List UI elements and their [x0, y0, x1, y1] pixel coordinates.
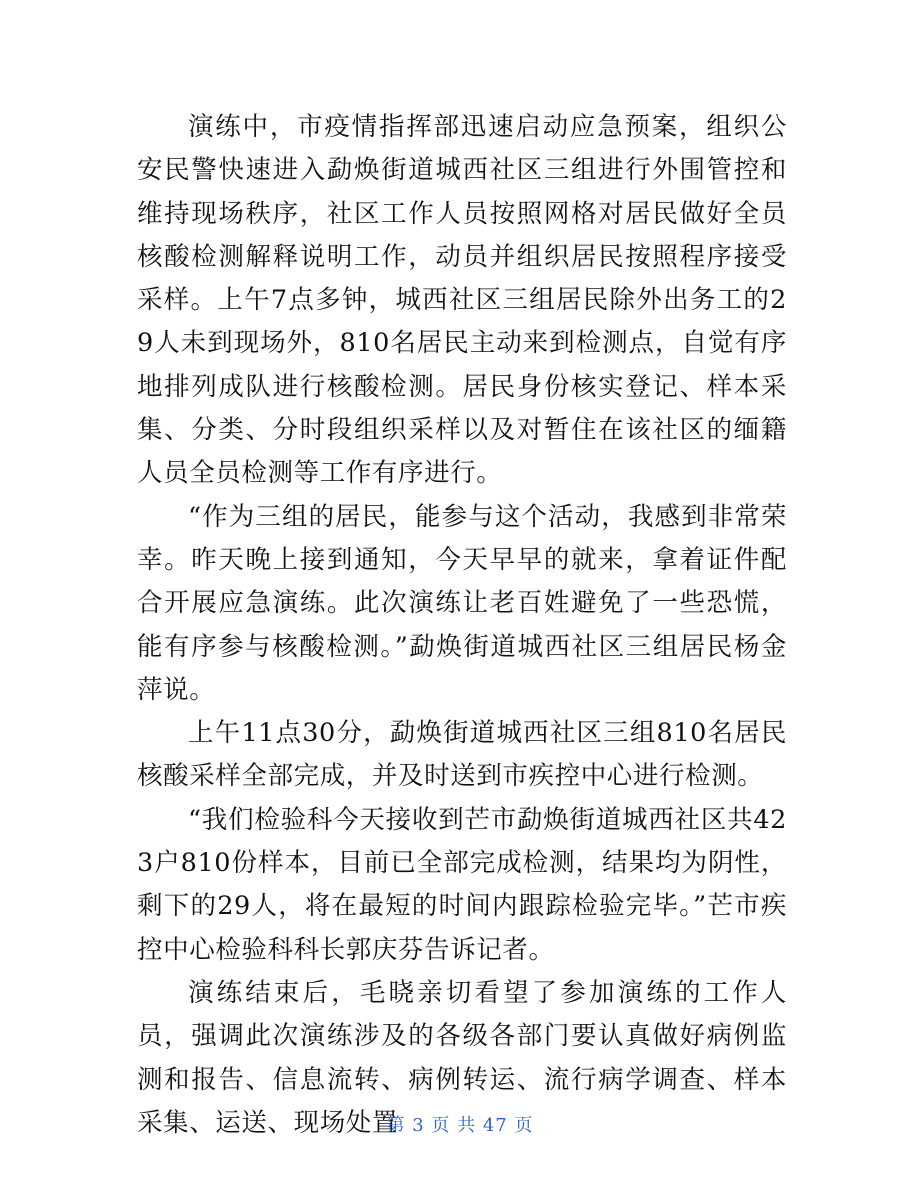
paragraph: 演练结束后，毛晓亲切看望了参加演练的工作人员，强调此次演练涉及的各级各部门要认真做好病例监测和报告、信息流转、病例转运、流行病学调查、样本采集、运送、现场处置 — [137, 977, 787, 1138]
page-footer — [0, 1111, 920, 1137]
paragraph: 上午11点30分，勐焕街道城西社区三组810名居民核酸采样全部完成，并及时送到市疾控中心进行检测。 — [137, 718, 787, 792]
paragraph: “作为三组的居民，能参与这个活动，我感到非常荣幸。昨天晚上接到通知，今天早早的就来，拿着证件配合开展应急演练。此次演练让老百姓避免了一些恐慌，能有序参与核酸检测。”勐焕街道城西社区三组居民杨金萍说。 — [137, 501, 787, 705]
paragraph: 演练中，市疫情指挥部迅速启动应急预案，组织公安民警快速进入勐焕街道城西社区三组进行外围管控和维持现场秩序，社区工作人员按照网格对居民做好全员核酸检测解释说明工作，动员并组织居民按照程序接受采样。上午7点多钟，城西社区三组居民除外出务工的29人未到现场外，810名居民主动来到检测点，自觉有序地排列成队进行核酸检测。居民身份核实登记、样本采集、分类、分时段组织采样以及对暂住在该社区的缅籍人员全员检测等工作有序进行。 — [137, 112, 787, 489]
document-body — [137, 106, 787, 1145]
page-number-label: 第 3 页 共 47 页 — [386, 1115, 534, 1136]
paragraph: “我们检验科今天接收到芒市勐焕街道城西社区共423户810份样本，目前已全部完成检测，结果均为阴性，剩下的29人，将在最短的时间内跟踪检验完毕。”芒市疾控中心检验科科长郭庆芬告诉记者。 — [137, 804, 787, 965]
